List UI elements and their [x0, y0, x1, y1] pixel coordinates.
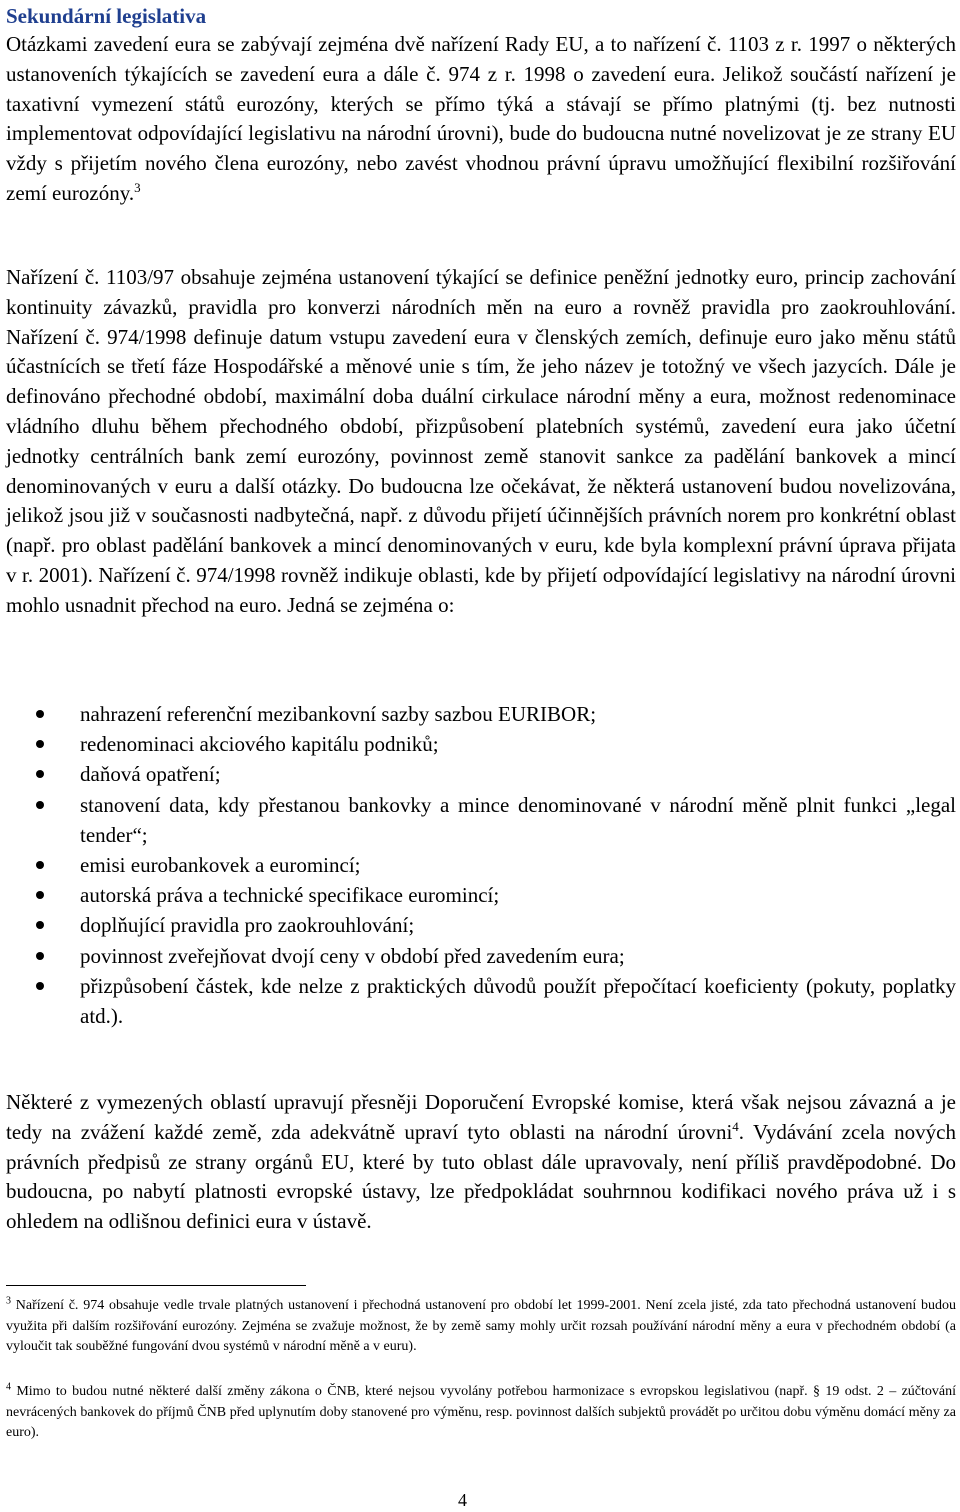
list-item-text: redenominaci akciového kapitálu podniků; [80, 732, 439, 757]
footnote-separator [6, 1285, 306, 1286]
list-item [6, 699, 956, 729]
bullet-icon [36, 982, 44, 990]
paragraph-recommendations [6, 1088, 956, 1237]
bullet-icon [36, 710, 44, 718]
bullet-list [6, 699, 956, 1031]
bullet-icon [36, 891, 44, 899]
bullet-icon [36, 861, 44, 869]
list-item-text: povinnost zveřejňovat dvojí ceny v období před zavedením eura; [80, 943, 625, 968]
bullet-icon [36, 952, 44, 960]
paragraph-text: Otázkami zavedení eura se zabývají zejména dvě nařízení Rady EU, a to nařízení č. 1103 z r. 1997 o některých ustanoveních týkajících se zavedení eura a dále č. 974 z r. 1998 o zavedení eura. Jelikož součástí nařízení je taxativní vymezení států eurozóny, kterých se přímo týká a stávají se přímo platnými (tj. bez nutnosti implementovat odpovídající legislativu na národní úrovni), bude do budoucna nutné novelizovat je ze strany EU vždy s přijetím nového člena eurozóny, nebo zavést vhodnou právní úpravu umožňující flexibilní rozšiřování zemí eurozóny. [6, 32, 956, 205]
list-item [6, 941, 956, 971]
list-item [6, 790, 956, 850]
list-item [6, 850, 956, 880]
footnote-4 [6, 1382, 956, 1444]
footnote-3 [6, 1296, 956, 1358]
footnote-number: 4 [6, 1381, 11, 1393]
bullet-icon [36, 921, 44, 929]
list-item [6, 971, 956, 1031]
list-item-text: nahrazení referenční mezibankovní sazby sazbou EURIBOR; [80, 702, 597, 726]
bullet-icon [36, 770, 44, 778]
bullet-icon [36, 801, 44, 809]
list-item-text: emisi eurobankovek a euromincí; [80, 853, 361, 878]
footnote-text: Nařízení č. 974 obsahuje vedle trvale platných ustanovení i přechodná ustanovení pro období let 1999-2001. Není zcela jisté, zda tato přechodná ustanovení budou využita při dalším rozšiřování eurozóny. Zejména se zvažuje možnost, že by země samy mohly určit rozsah používání národní měny a eura v přechodném období (a vyloučit tak souběžné fungování dvou systémů v národní měně a v euru). [6, 1298, 956, 1354]
paragraph-text: Některé z vymezených oblastí upravují přesněji Doporučení Evropské komise, která však nejsou závazná a je tedy na zvážení každé země, zda adekvátně upraví tyto oblasti na národní úrovni [6, 1090, 956, 1144]
footnote-text: Mimo to budou nutné některé další změny zákona o ČNB, které nejsou vyvolány potřebou harmonizace s evropskou legislativou (např. § 19 odst. 2 – zúčtování nevrácených bankovek do příjmů ČNB před uplynutím doby stanovené pro výměnu, resp. povinnost dalších subjektů provádět po určitou dobu výměnu domácí měny za euro). [6, 1384, 956, 1440]
section-heading: Sekundární legislativa [6, 4, 207, 28]
paragraph-text: . Vydávání zcela nových právních předpisů ze strany orgánů EU, které by tuto oblast dále upravovaly, není příliš pravděpodobné. Do budoucna, po nabytí platnosti evropské ústavy, lze předpokládat souhrnnou kodifikaci nového práva už i s ohledem na odlišnou definici eura v ústavě. [6, 1119, 956, 1234]
list-item-text: stanovení data, kdy přestanou bankovky a mince denominované v národní měně plnit funkci „legal tender“; [80, 792, 956, 847]
paragraph-regulations: Nařízení č. 1103/97 obsahuje zejména ustanovení týkající se definice peněžní jednotky euro, princip zachování kontinuity závazků, pravidla pro konverzi národních měn na euro a rovněž pravidla pro zaokrouhlování. Nařízení č. 974/1998 definuje datum vstupu zavedení eura v členských zemích, definuje euro jako měnu států účastnících se třetí fáze Hospodářské a měnové unie s tím, že jeho název je totožný ve všech jazycích. Dále je definováno přechodné období, maximální doba duální cirkulace národní měny a eura, možnost redenominace vládního dluhu během přechodného období, přizpůsobení platebních systémů, zavedení eura jako účetní jednotky centrálních bank zemí eurozóny, povinnost země stanovit sankce za padělání bankovek a mincí denominovaných v euru a další otázky. Do budoucna lze očekávat, že některá ustanovení budou novelizována, jelikož jsou již v současnosti nadbytečná, např. z důvodu přijetí účinnějších právních norem pro konkrétní oblast (např. pro oblast padělání bankovek a mincí denominovaných v euru, kde byla komplexní právní úprava přijata v r. 2001). Nařízení č. 974/1998 rovněž indikuje oblasti, kde by přijetí odpovídající legislativy na národní úrovni mohlo usnadnit přechod na euro. Jedná se zejména o: [6, 265, 956, 617]
list-item-text: přizpůsobení částek, kde nelze z praktických důvodů použít přepočítací koeficienty (pokuty, poplatky atd.). [80, 973, 956, 1029]
bullet-icon [36, 740, 44, 748]
footnote-ref-4[interactable]: 4 [732, 1118, 739, 1134]
page-number: 4 [458, 1490, 467, 1510]
list-item-text: daňová opatření; [80, 762, 221, 787]
list-item [6, 759, 956, 789]
list-item-text: autorská práva a technické specifikace euromincí; [80, 883, 500, 908]
list-item [6, 729, 956, 759]
list-item-text: doplňující pravidla pro zaokrouhlování; [80, 913, 415, 938]
list-item [6, 880, 956, 910]
paragraph-secondary-legislation [6, 30, 956, 209]
list-item [6, 910, 956, 940]
footnote-number: 3 [6, 1295, 11, 1307]
footnote-ref-3[interactable]: 3 [134, 179, 141, 195]
